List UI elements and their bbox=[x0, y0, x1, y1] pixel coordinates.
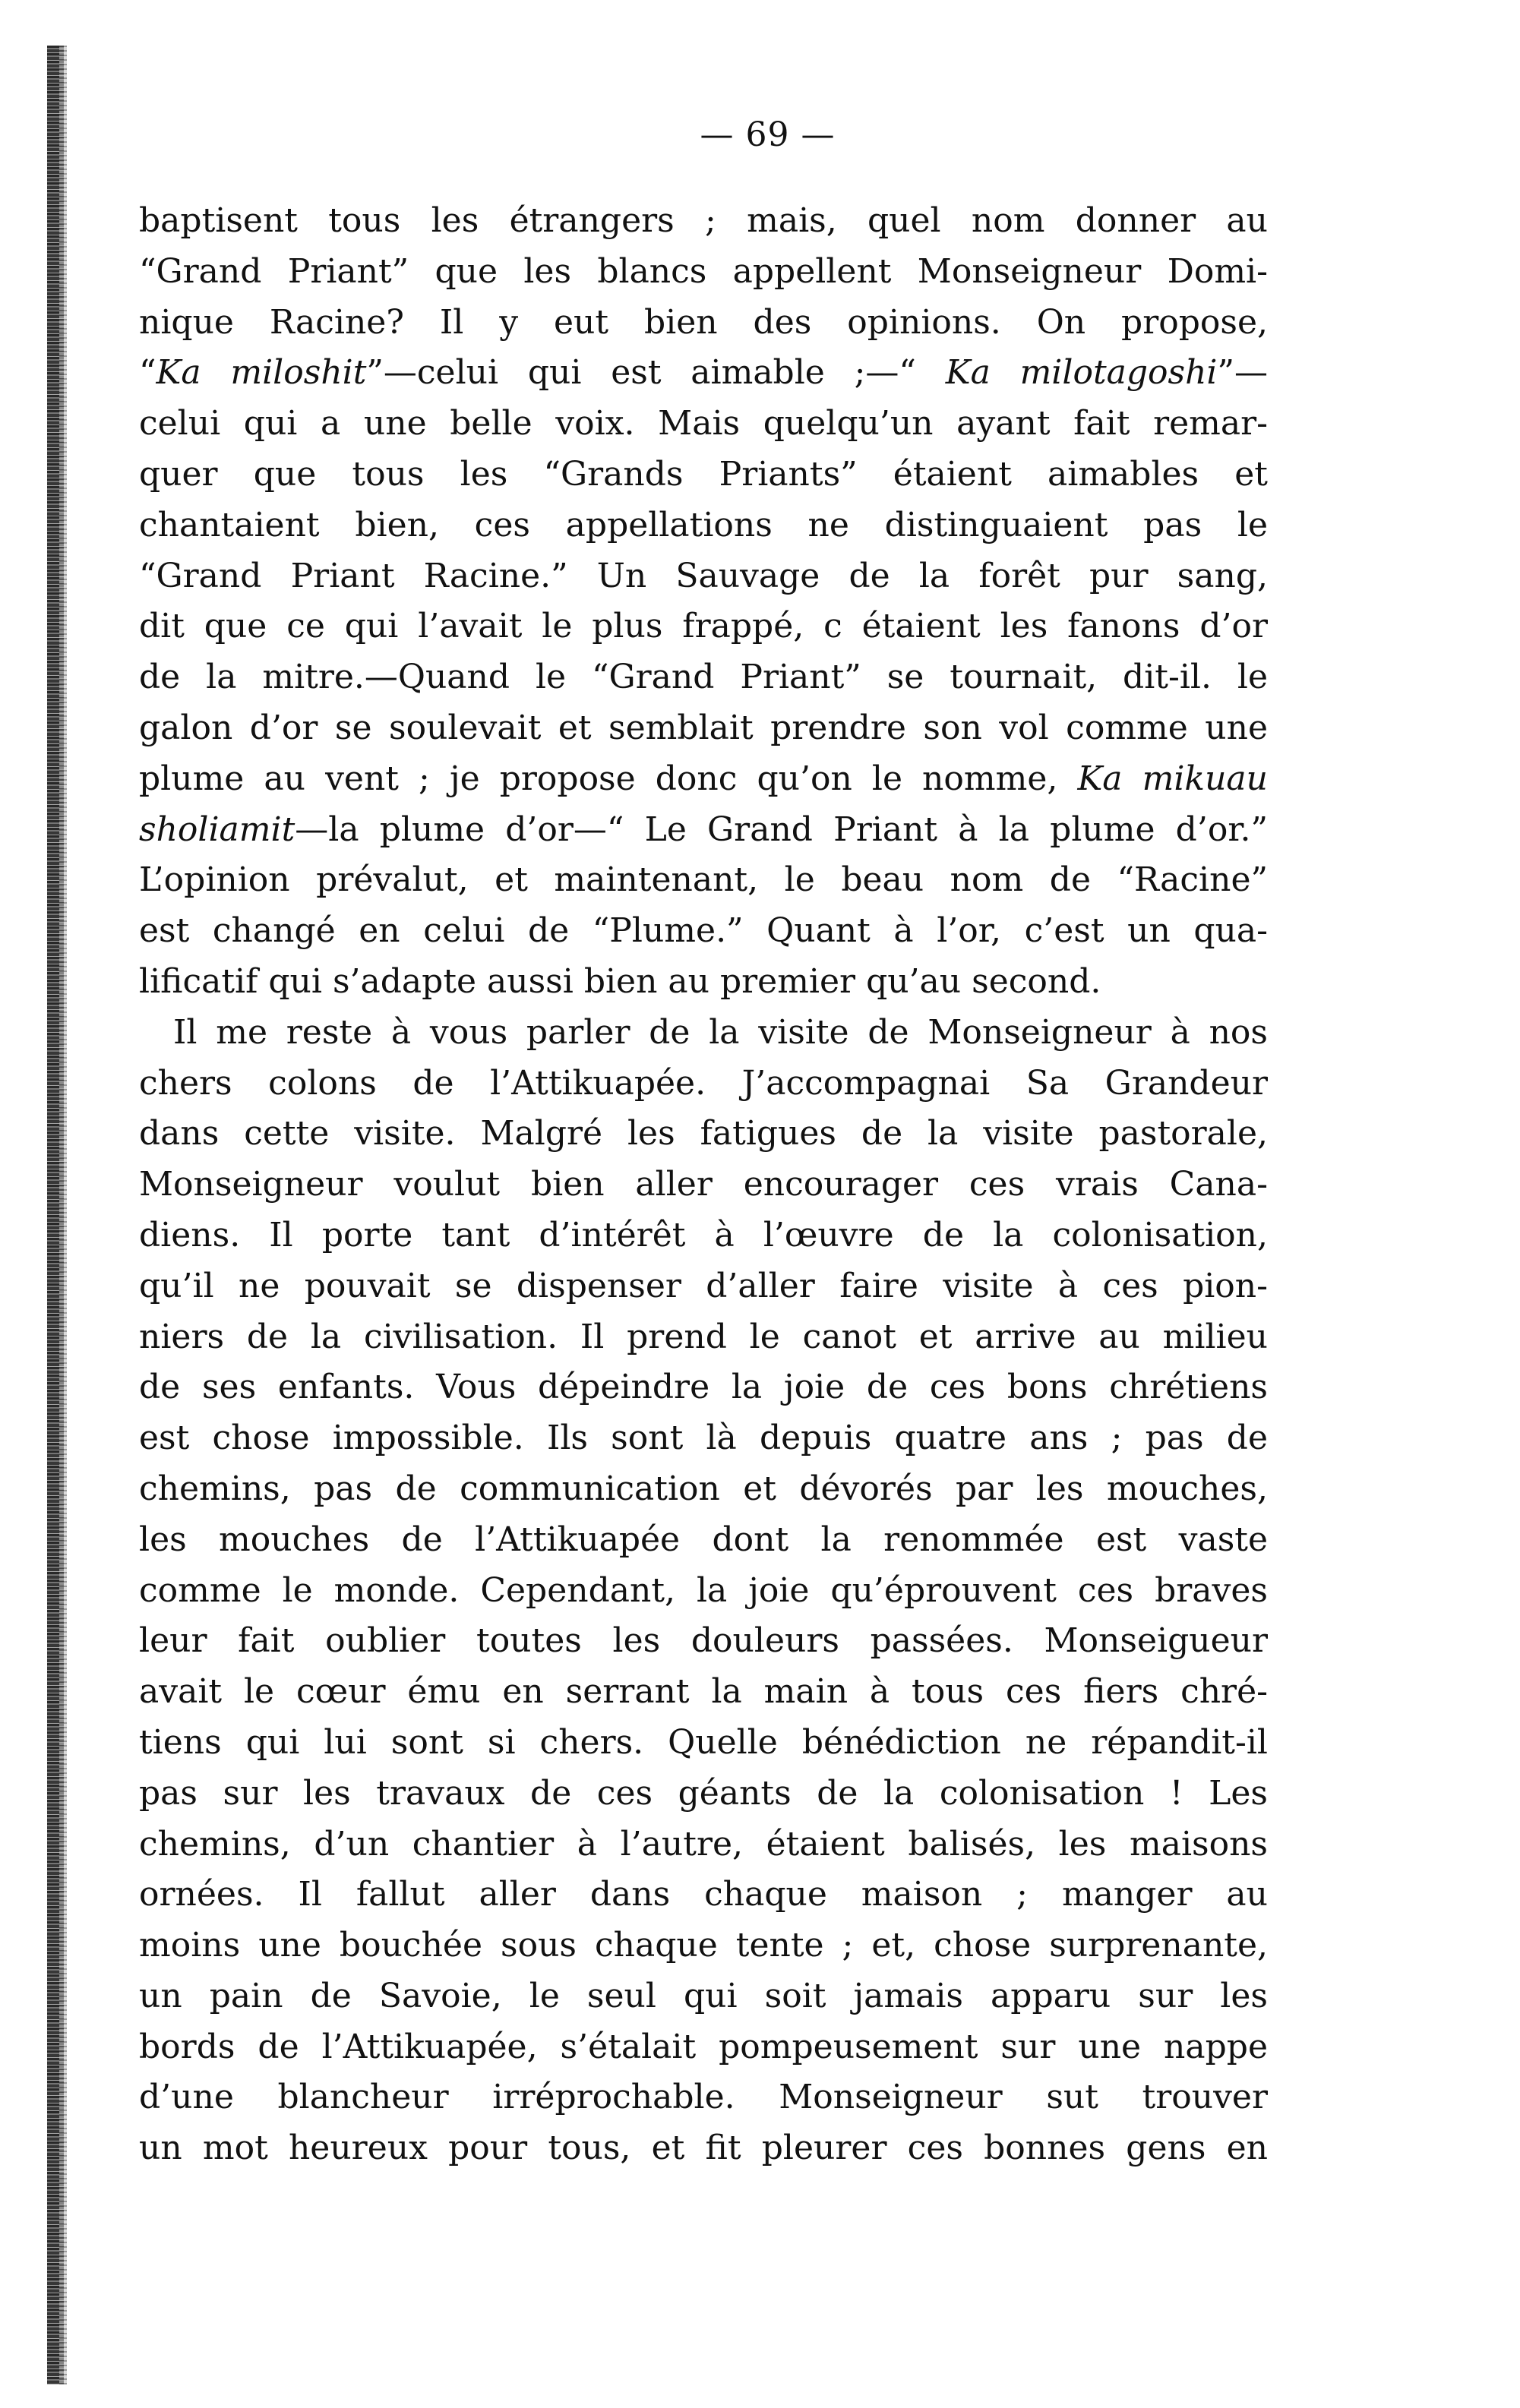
text-line bbox=[139, 957, 1268, 1008]
text-line bbox=[139, 754, 1268, 805]
text-line bbox=[139, 1160, 1268, 1210]
text-segment: ”—celui qui est aimable ;—“ bbox=[366, 353, 946, 393]
text-segment: —la plume d’or—“ Le Grand Priant à la plume d’or.” bbox=[295, 810, 1268, 849]
text-line bbox=[139, 1210, 1268, 1261]
text-segment: Monseigneur voulut bien aller encourager ces vrais Cana- bbox=[139, 1165, 1268, 1204]
body-text bbox=[139, 196, 1268, 2174]
text-segment: comme le monde. Cependant, la joie qu’éprouvent ces braves bbox=[139, 1570, 1268, 1610]
text-segment: un pain de Savoie, le seul qui soit jamais apparu sur les bbox=[139, 1976, 1268, 2015]
text-segment: d’une blancheur irréprochable. Monseigneur sut trouver bbox=[139, 2078, 1268, 2117]
text-line bbox=[139, 1667, 1268, 1718]
text-segment: pas sur les travaux de ces géants de la colonisation ! Les bbox=[139, 1773, 1268, 1813]
text-line bbox=[139, 1616, 1268, 1667]
text-line bbox=[139, 2123, 1268, 2174]
text-line bbox=[139, 652, 1268, 703]
text-segment: un mot heureux pour tous, et fit pleurer ces bonnes gens en bbox=[139, 2129, 1268, 2168]
text-segment: “Grand Priant” que les blancs appellent Monseigneur Domi- bbox=[139, 251, 1268, 291]
page-binding-edge bbox=[47, 46, 64, 2384]
text-segment: bords de l’Attikuapée, s’étalait pompeusement sur une nappe bbox=[139, 2027, 1268, 2066]
text-line bbox=[139, 1819, 1268, 1870]
text-segment: ornées. Il fallut aller dans chaque maison ; manger au bbox=[139, 1875, 1268, 1914]
text-line bbox=[139, 500, 1268, 551]
text-segment: L’opinion prévalut, et maintenant, le beau nom de “Racine” bbox=[139, 860, 1268, 900]
text-line bbox=[139, 1515, 1268, 1566]
text-segment: lificatif qui s’adapte aussi bien au premier qu’au second. bbox=[139, 961, 1101, 1001]
text-line bbox=[139, 1718, 1268, 1769]
text-segment: ”— bbox=[1217, 353, 1268, 393]
italic-text: Ka milotagoshi bbox=[945, 353, 1218, 393]
text-segment: de ses enfants. Vous dépeindre la joie de ces bons chrétiens bbox=[139, 1368, 1268, 1407]
text-segment: “Grand Priant Racine.” Un Sauvage de la forêt pur sang, bbox=[139, 556, 1268, 595]
text-segment: les mouches de l’Attikuapée dont la renommée est vaste bbox=[139, 1520, 1268, 1559]
text-line bbox=[139, 298, 1268, 349]
text-segment: leur fait oublier toutes les douleurs passées. Monseigueur bbox=[139, 1621, 1268, 1661]
text-line bbox=[139, 1312, 1268, 1363]
text-segment: plume au vent ; je propose donc qu’on le nomme, bbox=[139, 759, 1078, 798]
text-line bbox=[139, 247, 1268, 298]
text-segment: moins une bouchée sous chaque tente ; et, chose surprenante, bbox=[139, 1926, 1268, 1965]
text-segment: diens. Il porte tant d’intérêt à l’œuvre de la colonisation, bbox=[139, 1215, 1268, 1254]
text-segment: chers colons de l’Attikuapée. J’accompagnai Sa Grandeur bbox=[139, 1063, 1268, 1103]
text-line bbox=[139, 1059, 1268, 1109]
text-segment: de la mitre.—Quand le “Grand Priant” se tournait, dit-il. le bbox=[139, 658, 1268, 697]
text-segment: tiens qui lui sont si chers. Quelle bénédiction ne répandit-il bbox=[139, 1722, 1268, 1762]
text-line bbox=[139, 2072, 1268, 2123]
text-segment: galon d’or se soulevait et semblait prendre son vol comme une bbox=[139, 708, 1268, 747]
text-segment: niers de la civilisation. Il prend le canot et arrive au milieu bbox=[139, 1317, 1268, 1356]
text-line bbox=[139, 1362, 1268, 1413]
text-line bbox=[139, 348, 1268, 399]
text-line bbox=[139, 1008, 1268, 1059]
text-segment: chemins, pas de communication et dévorés par les mouches, bbox=[139, 1469, 1268, 1508]
text-line bbox=[139, 399, 1268, 450]
text-segment: celui qui a une belle voix. Mais quelqu’un ayant fait remar- bbox=[139, 404, 1268, 443]
text-line bbox=[139, 703, 1268, 754]
page-number: — 69 — bbox=[700, 115, 836, 154]
text-segment: dans cette visite. Malgré les fatigues de la visite pastorale, bbox=[139, 1114, 1268, 1154]
text-line bbox=[139, 805, 1268, 856]
text-line bbox=[139, 1261, 1268, 1312]
text-segment: chantaient bien, ces appellations ne distinguaient pas le bbox=[139, 505, 1268, 544]
text-line bbox=[139, 1971, 1268, 2022]
text-line bbox=[139, 1769, 1268, 1819]
text-line bbox=[139, 450, 1268, 500]
text-line bbox=[139, 551, 1268, 602]
text-line bbox=[139, 601, 1268, 652]
text-line bbox=[139, 1413, 1268, 1464]
text-line bbox=[139, 1870, 1268, 1920]
text-line bbox=[139, 1920, 1268, 1971]
text-segment: “ bbox=[139, 353, 156, 393]
italic-text: Ka miloshit bbox=[156, 353, 367, 393]
text-segment: quer que tous les “Grands Priants” étaient aimables et bbox=[139, 454, 1268, 494]
text-segment: chemins, d’un chantier à l’autre, étaient balisés, les maisons bbox=[139, 1824, 1268, 1864]
text-line bbox=[139, 2022, 1268, 2073]
text-segment: baptisent tous les étrangers ; mais, quel nom donner au bbox=[139, 201, 1268, 240]
text-segment: est chose impossible. Ils sont là depuis quatre ans ; pas de bbox=[139, 1419, 1268, 1458]
text-line bbox=[139, 1464, 1268, 1515]
text-segment: Il me reste à vous parler de la visite de Monseigneur à nos bbox=[173, 1012, 1268, 1052]
text-segment: qu’il ne pouvait se dispenser d’aller faire visite à ces pion- bbox=[139, 1266, 1268, 1305]
text-line bbox=[139, 855, 1268, 906]
text-segment: avait le cœur ému en serrant la main à tous ces fiers chré- bbox=[139, 1672, 1268, 1712]
text-segment: est changé en celui de “Plume.” Quant à l’or, c’est un qua- bbox=[139, 911, 1268, 951]
italic-text: sholiamit bbox=[139, 810, 295, 849]
text-segment: dit que ce qui l’avait le plus frappé, c étaient les fanons d’or bbox=[139, 607, 1268, 646]
text-segment: nique Racine? Il y eut bien des opinions. On propose, bbox=[139, 302, 1268, 342]
text-line bbox=[139, 906, 1268, 957]
text-line bbox=[139, 1566, 1268, 1617]
text-line bbox=[139, 196, 1268, 247]
italic-text: Ka mikuau bbox=[1077, 759, 1268, 798]
text-line bbox=[139, 1109, 1268, 1160]
